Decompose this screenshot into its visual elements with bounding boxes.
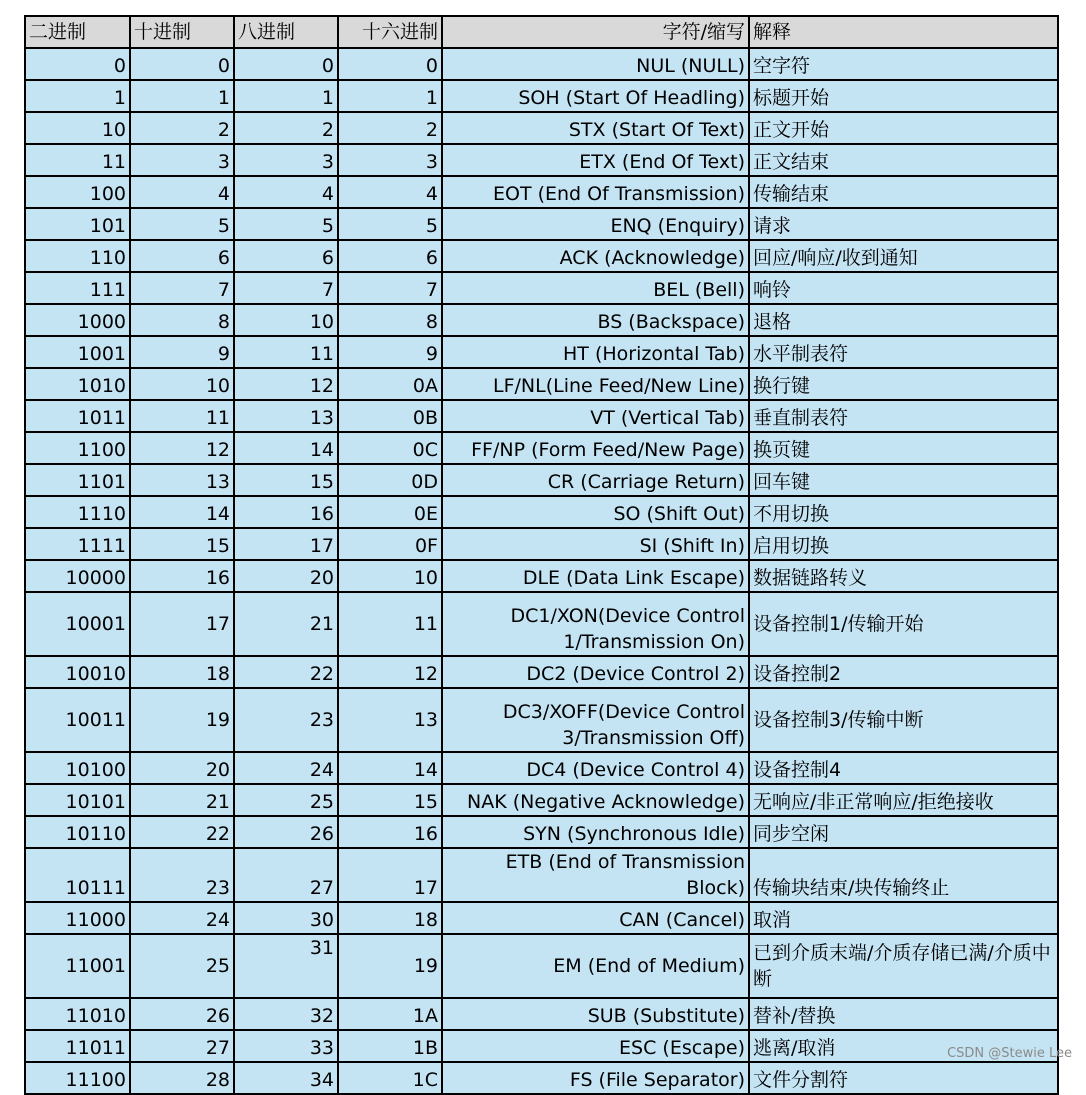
char-cell: DC2 (Device Control 2) <box>442 656 749 688</box>
table-row <box>25 144 1058 176</box>
decimal-cell: 10 <box>130 368 234 400</box>
desc-cell: 同步空闲 <box>749 816 1058 848</box>
binary-cell: 1001 <box>25 336 130 368</box>
binary-cell: 1110 <box>25 496 130 528</box>
table-row <box>25 1030 1058 1062</box>
binary-cell: 10100 <box>25 752 130 784</box>
binary-cell: 1100 <box>25 432 130 464</box>
binary-cell: 100 <box>25 176 130 208</box>
desc-cell: 换页键 <box>749 432 1058 464</box>
binary-cell: 0 <box>25 48 130 80</box>
char-cell: DC1/XON(Device Control 1/Transmission On) <box>442 592 749 656</box>
octal-cell: 6 <box>234 240 338 272</box>
desc-cell: 回车键 <box>749 464 1058 496</box>
hex-cell: 0B <box>338 400 442 432</box>
decimal-cell: 6 <box>130 240 234 272</box>
octal-cell: 27 <box>234 848 338 902</box>
decimal-cell: 3 <box>130 144 234 176</box>
hex-cell: 0A <box>338 368 442 400</box>
hex-cell: 4 <box>338 176 442 208</box>
octal-cell: 14 <box>234 432 338 464</box>
decimal-cell: 28 <box>130 1062 234 1094</box>
binary-cell: 10 <box>25 112 130 144</box>
hex-cell: 11 <box>338 592 442 656</box>
desc-cell: 设备控制4 <box>749 752 1058 784</box>
octal-cell: 4 <box>234 176 338 208</box>
decimal-cell: 18 <box>130 656 234 688</box>
decimal-cell: 21 <box>130 784 234 816</box>
desc-cell: 水平制表符 <box>749 336 1058 368</box>
char-cell: SO (Shift Out) <box>442 496 749 528</box>
char-cell: LF/NL(Line Feed/New Line) <box>442 368 749 400</box>
char-cell: NAK (Negative Acknowledge) <box>442 784 749 816</box>
octal-cell: 16 <box>234 496 338 528</box>
table-row <box>25 752 1058 784</box>
char-cell: DLE (Data Link Escape) <box>442 560 749 592</box>
header-decimal: 十进制 <box>130 16 234 48</box>
decimal-cell: 4 <box>130 176 234 208</box>
binary-cell: 11010 <box>25 998 130 1030</box>
decimal-cell: 2 <box>130 112 234 144</box>
char-cell: BS (Backspace) <box>442 304 749 336</box>
octal-cell: 2 <box>234 112 338 144</box>
table-row <box>25 304 1058 336</box>
octal-cell: 20 <box>234 560 338 592</box>
binary-cell: 10000 <box>25 560 130 592</box>
hex-cell: 1 <box>338 80 442 112</box>
table-row <box>25 112 1058 144</box>
decimal-cell: 9 <box>130 336 234 368</box>
decimal-cell: 26 <box>130 998 234 1030</box>
header-hex: 十六进制 <box>338 16 442 48</box>
char-cell: STX (Start Of Text) <box>442 112 749 144</box>
decimal-cell: 25 <box>130 934 234 998</box>
hex-cell: 13 <box>338 688 442 752</box>
header-octal: 八进制 <box>234 16 338 48</box>
char-cell: FS (File Separator) <box>442 1062 749 1094</box>
decimal-cell: 1 <box>130 80 234 112</box>
char-cell: SOH (Start Of Headling) <box>442 80 749 112</box>
binary-cell: 1010 <box>25 368 130 400</box>
octal-cell: 3 <box>234 144 338 176</box>
desc-cell: 换行键 <box>749 368 1058 400</box>
binary-cell: 1 <box>25 80 130 112</box>
binary-cell: 110 <box>25 240 130 272</box>
binary-cell: 1101 <box>25 464 130 496</box>
table-row <box>25 784 1058 816</box>
char-cell: CAN (Cancel) <box>442 902 749 934</box>
octal-cell: 34 <box>234 1062 338 1094</box>
decimal-cell: 5 <box>130 208 234 240</box>
desc-cell: 回应/响应/收到通知 <box>749 240 1058 272</box>
decimal-cell: 24 <box>130 902 234 934</box>
table-row <box>25 240 1058 272</box>
char-cell: VT (Vertical Tab) <box>442 400 749 432</box>
hex-cell: 1A <box>338 998 442 1030</box>
table-row <box>25 848 1058 902</box>
table-row <box>25 528 1058 560</box>
octal-cell: 22 <box>234 656 338 688</box>
desc-cell: 正文开始 <box>749 112 1058 144</box>
octal-cell: 25 <box>234 784 338 816</box>
table-row <box>25 176 1058 208</box>
binary-cell: 101 <box>25 208 130 240</box>
char-cell: DC4 (Device Control 4) <box>442 752 749 784</box>
desc-cell: 响铃 <box>749 272 1058 304</box>
binary-cell: 11011 <box>25 1030 130 1062</box>
hex-cell: 3 <box>338 144 442 176</box>
table-row <box>25 464 1058 496</box>
decimal-cell: 11 <box>130 400 234 432</box>
table-row <box>25 48 1058 80</box>
table-row <box>25 272 1058 304</box>
octal-cell: 33 <box>234 1030 338 1062</box>
desc-cell: 标题开始 <box>749 80 1058 112</box>
char-cell: CR (Carriage Return) <box>442 464 749 496</box>
hex-cell: 16 <box>338 816 442 848</box>
table-row <box>25 496 1058 528</box>
hex-cell: 0C <box>338 432 442 464</box>
octal-cell: 0 <box>234 48 338 80</box>
decimal-cell: 22 <box>130 816 234 848</box>
hex-cell: 19 <box>338 934 442 998</box>
decimal-cell: 16 <box>130 560 234 592</box>
table-row <box>25 592 1058 656</box>
char-cell: HT (Horizontal Tab) <box>442 336 749 368</box>
table-row <box>25 688 1058 752</box>
desc-cell: 请求 <box>749 208 1058 240</box>
decimal-cell: 27 <box>130 1030 234 1062</box>
char-cell: SUB (Substitute) <box>442 998 749 1030</box>
hex-cell: 0D <box>338 464 442 496</box>
octal-cell: 31 <box>234 934 338 998</box>
octal-cell: 32 <box>234 998 338 1030</box>
char-cell: EOT (End Of Transmission) <box>442 176 749 208</box>
char-cell: DC3/XOFF(Device Control 3/Transmission Off) <box>442 688 749 752</box>
desc-cell: 逃离/取消 <box>749 1030 1058 1062</box>
char-cell: SI (Shift In) <box>442 528 749 560</box>
ascii-table <box>24 15 1059 1095</box>
octal-cell: 1 <box>234 80 338 112</box>
octal-cell: 21 <box>234 592 338 656</box>
desc-cell: 设备控制1/传输开始 <box>749 592 1058 656</box>
octal-cell: 26 <box>234 816 338 848</box>
binary-cell: 1011 <box>25 400 130 432</box>
desc-cell: 退格 <box>749 304 1058 336</box>
hex-cell: 0E <box>338 496 442 528</box>
hex-cell: 5 <box>338 208 442 240</box>
hex-cell: 15 <box>338 784 442 816</box>
char-cell: ETX (End Of Text) <box>442 144 749 176</box>
binary-cell: 1111 <box>25 528 130 560</box>
char-cell: ENQ (Enquiry) <box>442 208 749 240</box>
desc-cell: 启用切换 <box>749 528 1058 560</box>
hex-cell: 0 <box>338 48 442 80</box>
desc-cell: 替补/替换 <box>749 998 1058 1030</box>
header-desc: 解释 <box>749 16 1058 48</box>
hex-cell: 6 <box>338 240 442 272</box>
table-row <box>25 656 1058 688</box>
decimal-cell: 0 <box>130 48 234 80</box>
desc-cell: 不用切换 <box>749 496 1058 528</box>
desc-cell: 传输块结束/块传输终止 <box>749 848 1058 902</box>
octal-cell: 13 <box>234 400 338 432</box>
octal-cell: 30 <box>234 902 338 934</box>
octal-cell: 12 <box>234 368 338 400</box>
desc-cell: 设备控制3/传输中断 <box>749 688 1058 752</box>
hex-cell: 8 <box>338 304 442 336</box>
octal-cell: 5 <box>234 208 338 240</box>
octal-cell: 15 <box>234 464 338 496</box>
hex-cell: 17 <box>338 848 442 902</box>
decimal-cell: 7 <box>130 272 234 304</box>
header-row <box>25 16 1058 48</box>
table-row <box>25 400 1058 432</box>
desc-cell: 空字符 <box>749 48 1058 80</box>
table-row <box>25 902 1058 934</box>
decimal-cell: 13 <box>130 464 234 496</box>
table-row <box>25 816 1058 848</box>
hex-cell: 1C <box>338 1062 442 1094</box>
desc-cell: 取消 <box>749 902 1058 934</box>
decimal-cell: 15 <box>130 528 234 560</box>
table-row <box>25 560 1058 592</box>
table-row <box>25 208 1058 240</box>
char-cell: ESC (Escape) <box>442 1030 749 1062</box>
desc-cell: 设备控制2 <box>749 656 1058 688</box>
binary-cell: 11 <box>25 144 130 176</box>
hex-cell: 1B <box>338 1030 442 1062</box>
desc-cell: 无响应/非正常响应/拒绝接收 <box>749 784 1058 816</box>
desc-cell: 传输结束 <box>749 176 1058 208</box>
binary-cell: 10101 <box>25 784 130 816</box>
desc-cell: 正文结束 <box>749 144 1058 176</box>
decimal-cell: 23 <box>130 848 234 902</box>
hex-cell: 7 <box>338 272 442 304</box>
table-row <box>25 80 1058 112</box>
binary-cell: 10010 <box>25 656 130 688</box>
char-cell: SYN (Synchronous Idle) <box>442 816 749 848</box>
binary-cell: 11000 <box>25 902 130 934</box>
decimal-cell: 17 <box>130 592 234 656</box>
hex-cell: 2 <box>338 112 442 144</box>
header-char: 字符/缩写 <box>442 16 749 48</box>
char-cell: ETB (End of Transmission Block) <box>442 848 749 902</box>
table-row <box>25 368 1058 400</box>
table-row <box>25 998 1058 1030</box>
char-cell: EM (End of Medium) <box>442 934 749 998</box>
table-row <box>25 336 1058 368</box>
octal-cell: 24 <box>234 752 338 784</box>
octal-cell: 17 <box>234 528 338 560</box>
char-cell: NUL (NULL) <box>442 48 749 80</box>
table-row <box>25 432 1058 464</box>
char-cell: ACK (Acknowledge) <box>442 240 749 272</box>
decimal-cell: 20 <box>130 752 234 784</box>
char-cell: FF/NP (Form Feed/New Page) <box>442 432 749 464</box>
hex-cell: 14 <box>338 752 442 784</box>
binary-cell: 111 <box>25 272 130 304</box>
watermark: CSDN @Stewie Lee <box>947 1046 1072 1061</box>
octal-cell: 7 <box>234 272 338 304</box>
binary-cell: 10001 <box>25 592 130 656</box>
octal-cell: 11 <box>234 336 338 368</box>
header-binary: 二进制 <box>25 16 130 48</box>
decimal-cell: 12 <box>130 432 234 464</box>
desc-cell: 垂直制表符 <box>749 400 1058 432</box>
binary-cell: 10111 <box>25 848 130 902</box>
hex-cell: 9 <box>338 336 442 368</box>
octal-cell: 10 <box>234 304 338 336</box>
hex-cell: 18 <box>338 902 442 934</box>
decimal-cell: 8 <box>130 304 234 336</box>
hex-cell: 12 <box>338 656 442 688</box>
hex-cell: 10 <box>338 560 442 592</box>
hex-cell: 0F <box>338 528 442 560</box>
binary-cell: 11001 <box>25 934 130 998</box>
desc-cell: 数据链路转义 <box>749 560 1058 592</box>
binary-cell: 10011 <box>25 688 130 752</box>
binary-cell: 11100 <box>25 1062 130 1094</box>
desc-cell: 已到介质末端/介质存储已满/介质中断 <box>749 934 1058 998</box>
table-row <box>25 1062 1058 1094</box>
desc-cell: 文件分割符 <box>749 1062 1058 1094</box>
binary-cell: 10110 <box>25 816 130 848</box>
octal-cell: 23 <box>234 688 338 752</box>
decimal-cell: 19 <box>130 688 234 752</box>
table-row <box>25 934 1058 998</box>
char-cell: BEL (Bell) <box>442 272 749 304</box>
decimal-cell: 14 <box>130 496 234 528</box>
binary-cell: 1000 <box>25 304 130 336</box>
